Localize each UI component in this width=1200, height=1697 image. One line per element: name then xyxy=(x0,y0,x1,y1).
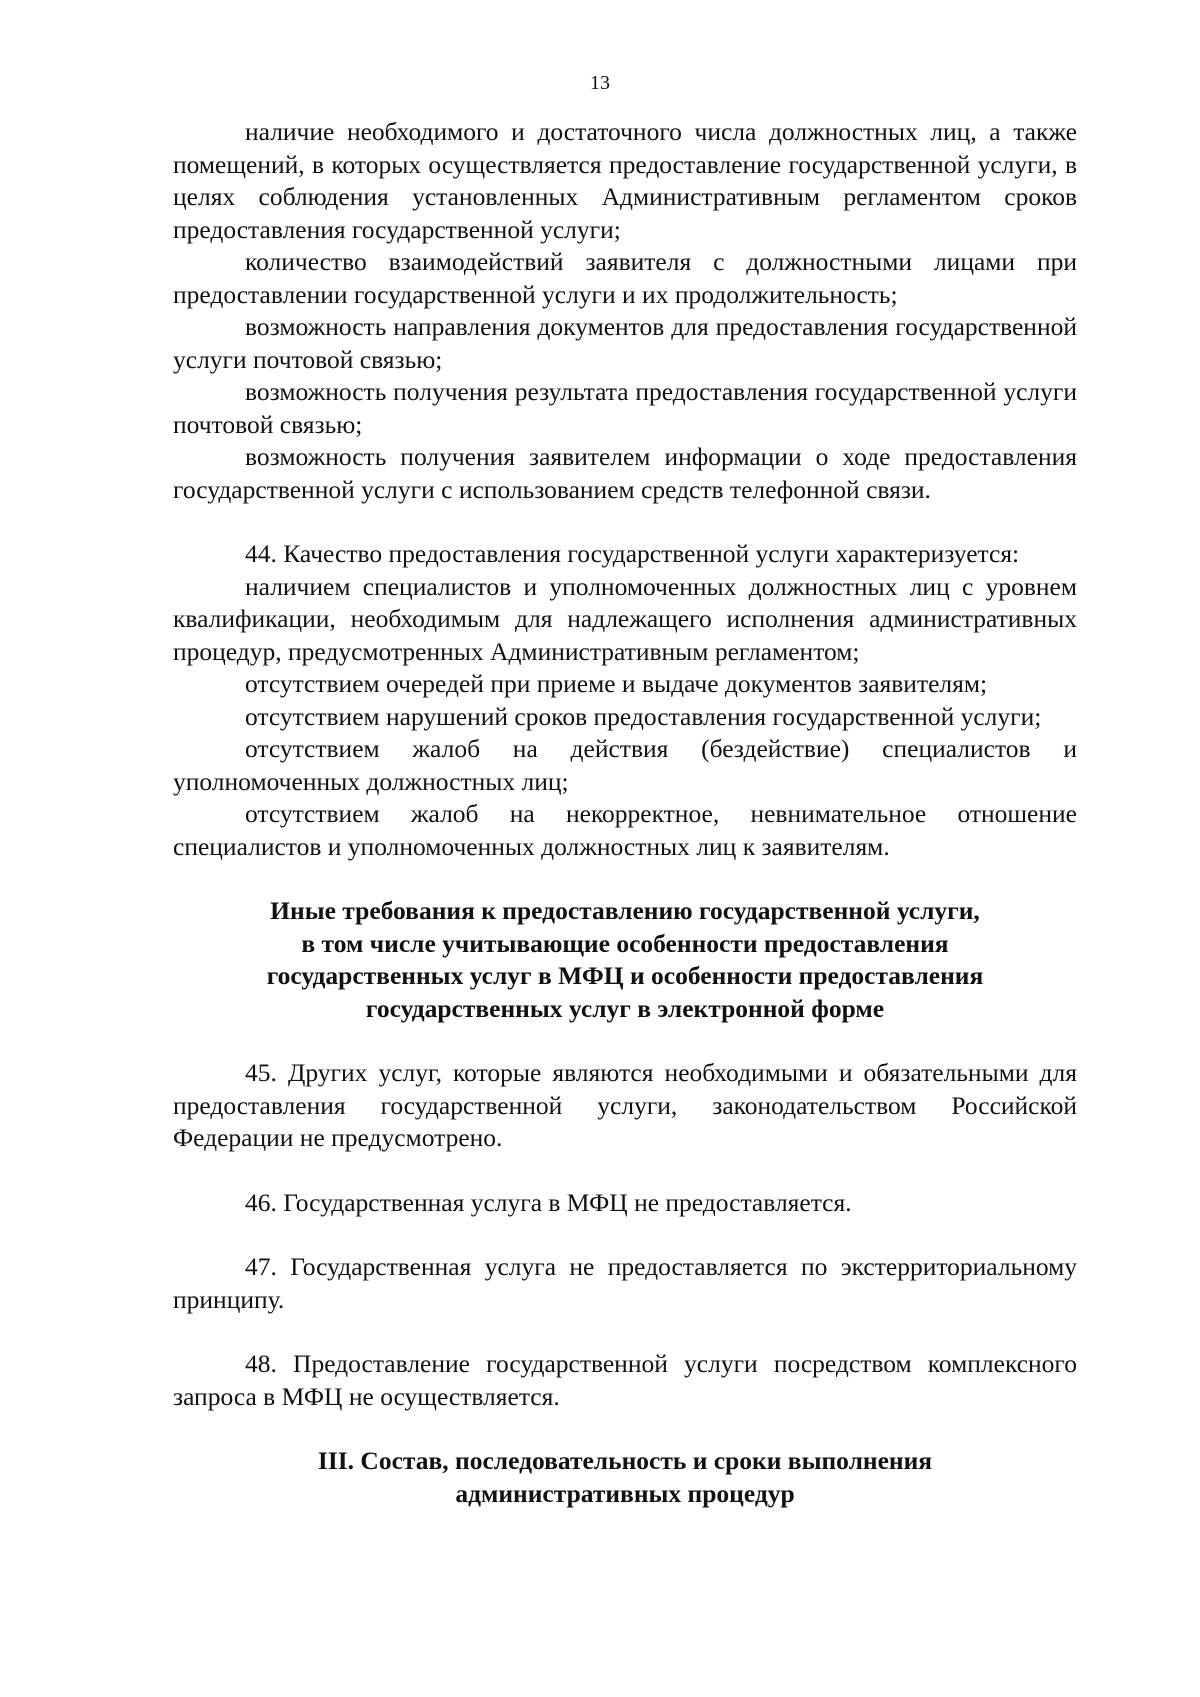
paragraph-46: 46. Государственная услуга в МФЦ не предоставляется. xyxy=(245,1187,852,1217)
paragraph-44: 44. Качество предоставления государственной услуги характеризуется: xyxy=(245,539,1020,568)
paragraph: отсутствием нарушений сроков предоставления государственной услуги; xyxy=(245,701,1042,731)
paragraph: возможность получения результата предоставления государственной услуги почтовой связью; xyxy=(173,377,1077,439)
paragraph-48: 48. Предоставление государственной услуги посредством комплексного запроса в МФЦ не осуществляется. xyxy=(173,1349,1077,1411)
paragraph: отсутствием жалоб на действия (бездействие) специалистов и уполномоченных должностных лиц; xyxy=(173,734,1077,796)
section-heading-other-requirements xyxy=(173,895,1077,1025)
spacer xyxy=(173,1219,1077,1251)
spacer xyxy=(173,1413,1077,1445)
heading-line: государственных услуг в электронной форме xyxy=(365,993,885,1023)
heading-line: III. Состав, последовательность и сроки выполнения xyxy=(317,1446,933,1475)
paragraph: возможность получения заявителем информации о ходе предоставления государственной услуги с использованием средств телефонной связи. xyxy=(173,442,1077,504)
spacer xyxy=(173,1025,1077,1057)
paragraph-47: 47. Государственная услуга не предоставляется по экстерриториальному принципу. xyxy=(173,1252,1077,1314)
paragraph: отсутствием жалоб на некорректное, невнимательное отношение специалистов и уполномоченных должностных лиц к заявителям. xyxy=(173,799,1077,861)
spacer xyxy=(173,863,1077,895)
heading-line: государственных услуг в МФЦ и особенности предоставления xyxy=(266,961,984,990)
paragraph: наличие необходимого и достаточного числа должностных лиц, а также помещений, в которых осуществляется предоставление государственной услуги, в целях соблюдения установленных Административным регламентом сроков предоставления государственной услуги; xyxy=(173,117,1077,244)
paragraph: наличием специалистов и уполномоченных должностных лиц с уровнем квалификации, необходимым для надлежащего исполнения административных процедур, предусмотренных Административным регламентом; xyxy=(173,571,1077,666)
paragraph: количество взаимодействий заявителя с должностными лицами при предоставлении государственной услуги и их продолжительность; xyxy=(173,247,1077,309)
heading-line: в том числе учитывающие особенности предоставления xyxy=(301,928,949,958)
page-number: 13 xyxy=(590,72,610,94)
paragraph: возможность направления документов для предоставления государственной услуги почтовой связью; xyxy=(173,312,1077,374)
heading-line: Иные требования к предоставлению государственной услуги, xyxy=(270,896,980,925)
spacer xyxy=(173,1316,1077,1348)
document-body xyxy=(173,116,1077,1510)
paragraph-45: 45. Других услуг, которые являются необходимыми и обязательными для предоставления государственной услуги, законодательством Российской Федерации не предусмотрено. xyxy=(173,1058,1077,1152)
spacer xyxy=(173,506,1077,538)
paragraph: отсутствием очередей при приеме и выдаче документов заявителям; xyxy=(245,669,988,698)
spacer xyxy=(173,1155,1077,1187)
heading-line: административных процедур xyxy=(455,1478,795,1508)
section-heading-III xyxy=(173,1445,1077,1510)
